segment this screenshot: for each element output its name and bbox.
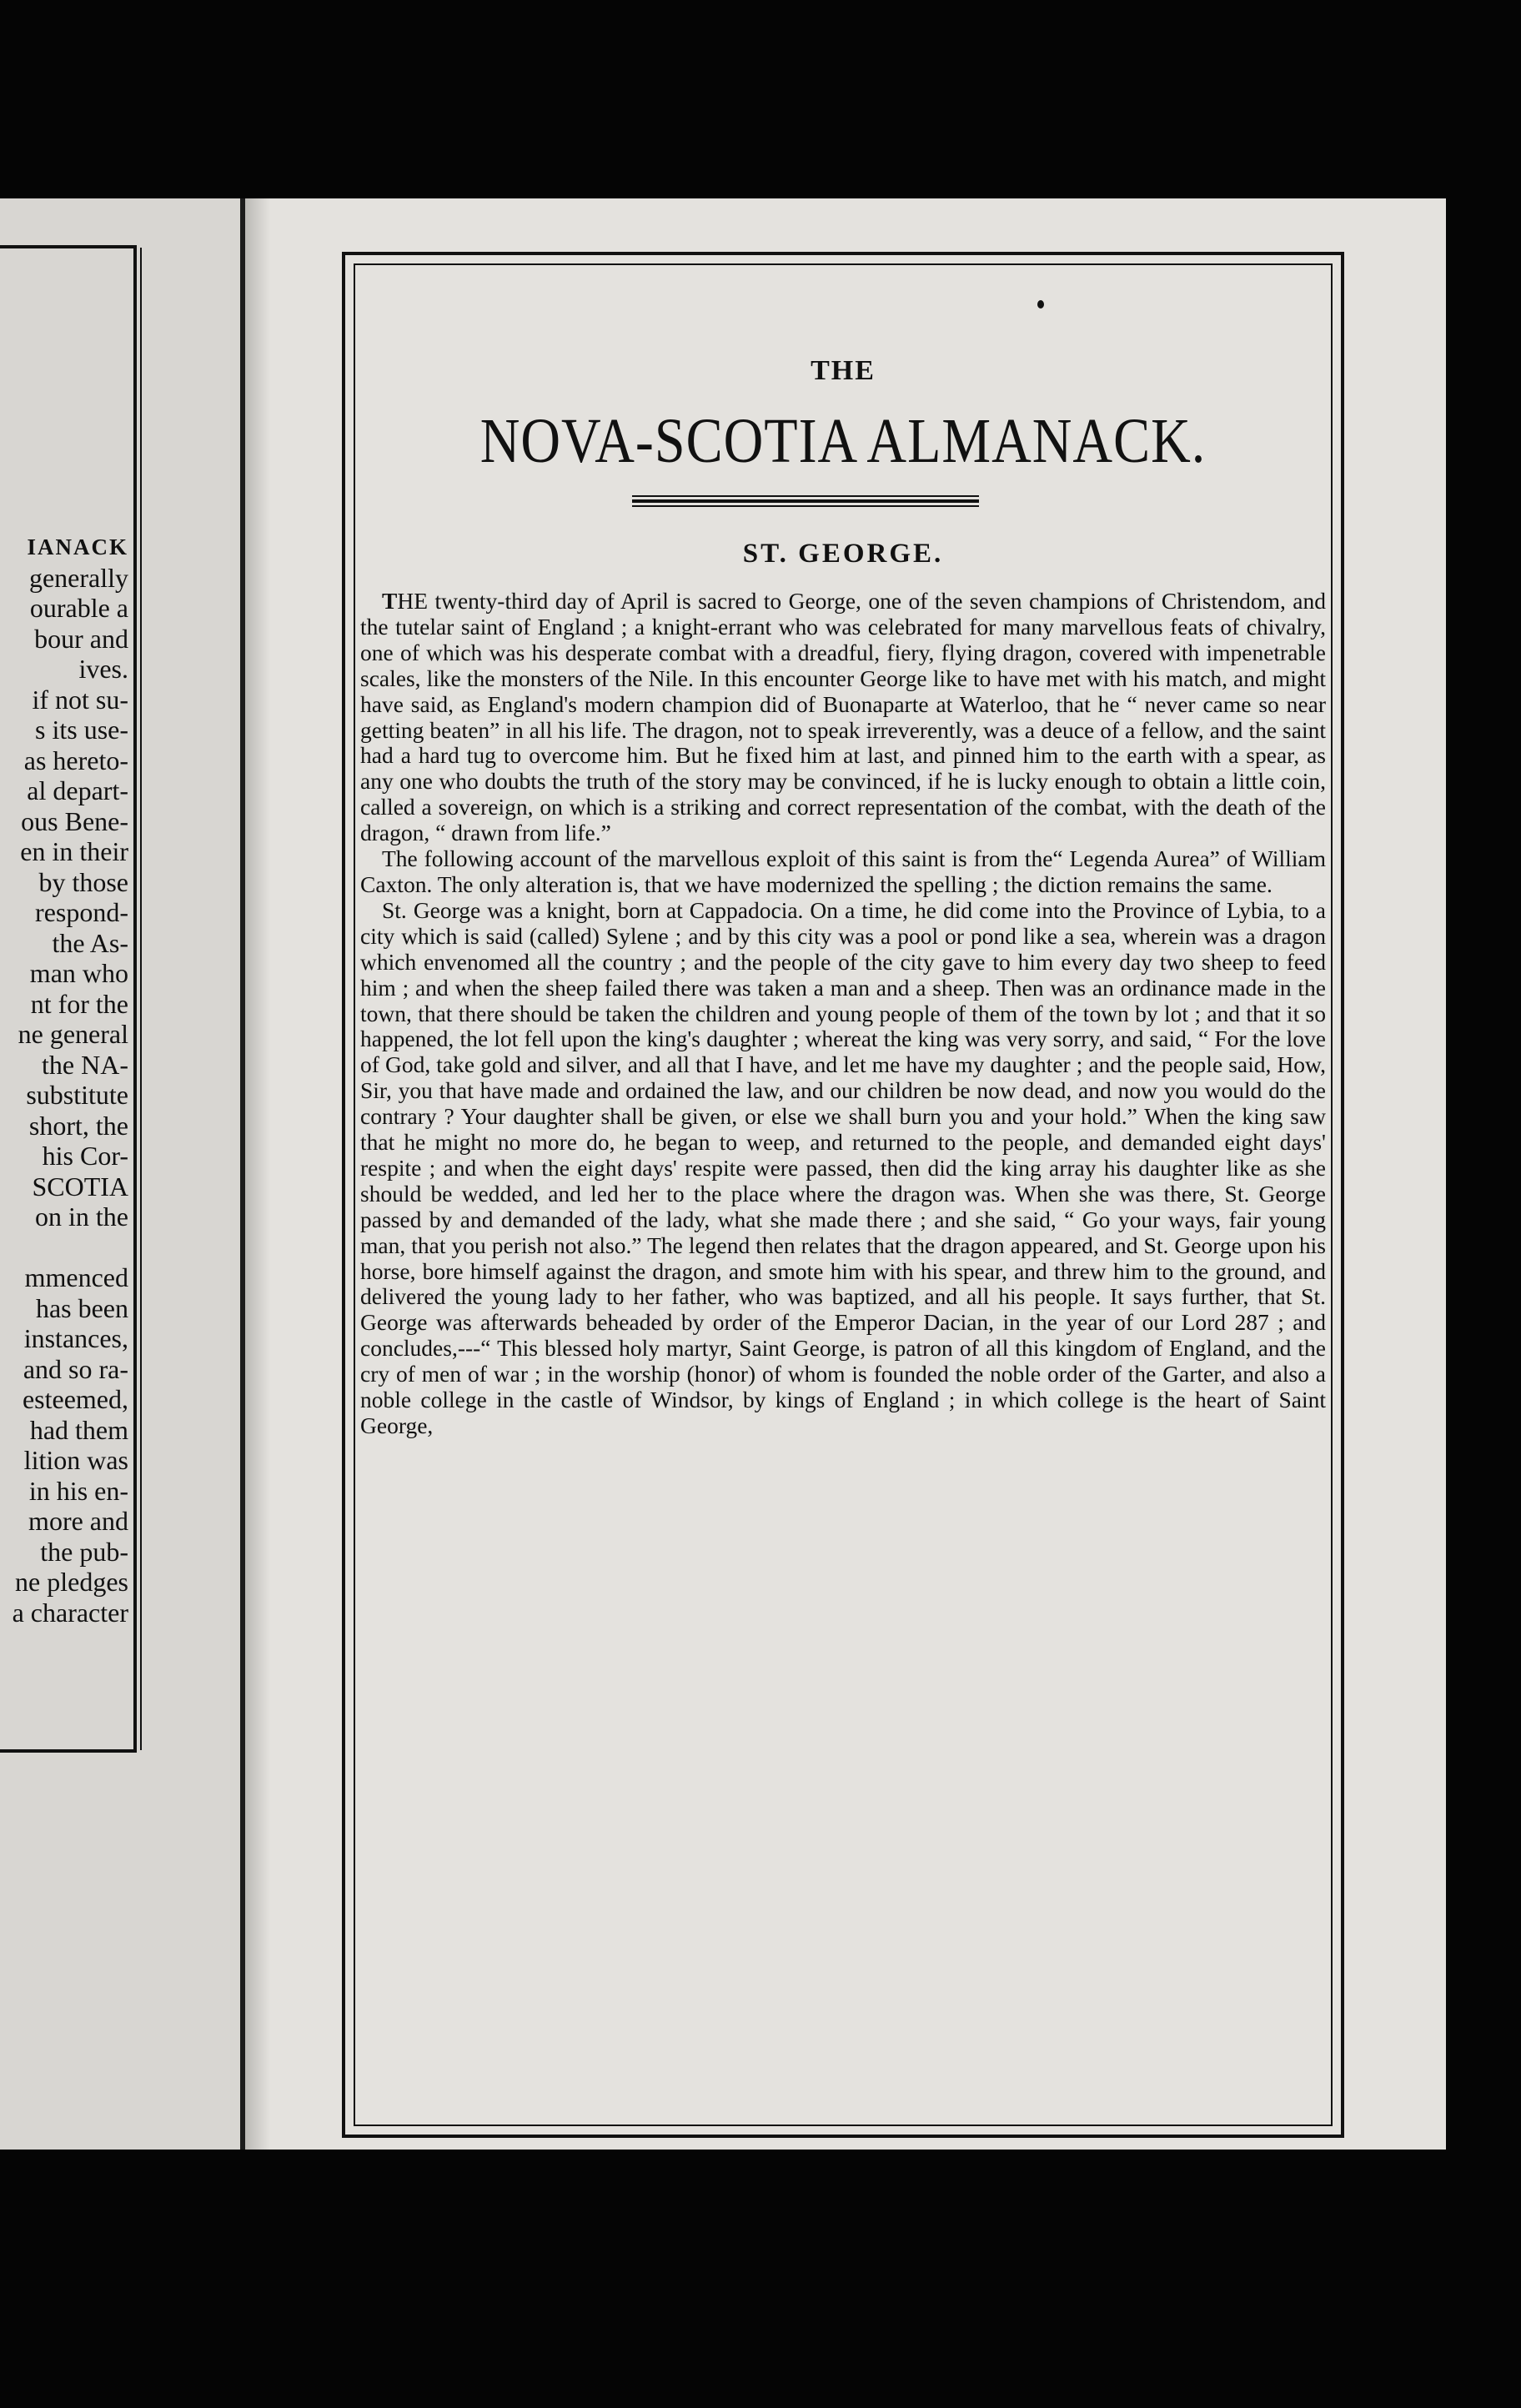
left-page-line: and so ra-: [23, 1353, 128, 1384]
section-heading: ST. GEORGE.: [742, 539, 944, 569]
left-page-line: [0, 1232, 128, 1263]
left-page-line: nt for the: [30, 988, 128, 1019]
left-page-line: short, the: [28, 1110, 128, 1141]
left-page-line: mmenced: [24, 1262, 128, 1292]
left-page-line: had them: [29, 1414, 128, 1445]
left-page-line: has been: [35, 1292, 128, 1323]
left-page-line: on in the: [35, 1201, 128, 1232]
left-page-line: substitute: [26, 1080, 128, 1110]
left-page-line: in his en-: [28, 1475, 128, 1506]
ink-speck: [1037, 300, 1044, 309]
left-page-line: a character: [12, 1597, 128, 1628]
left-page-line: ne general: [18, 1019, 128, 1049]
left-page-line: by those: [38, 866, 128, 897]
left-page-line: ous Bene-: [21, 805, 128, 836]
article-body: [360, 589, 1326, 1439]
left-page-line: ourable a: [29, 593, 128, 623]
left-page-line: s its use-: [35, 715, 128, 745]
left-page-line: generally: [28, 562, 128, 593]
page-content: [360, 272, 1326, 2118]
left-page-line: SCOTIA: [32, 1171, 128, 1201]
left-page-line: the NA-: [42, 1049, 128, 1080]
page-border-outer: [342, 252, 1344, 2138]
left-page-line: his Cor-: [42, 1141, 128, 1171]
left-page-line: if not su-: [32, 684, 128, 715]
left-page-line: man who: [29, 958, 128, 988]
paragraph-1: THE twenty-third day of April is sacred to George, one of the seven champions of Christendom, and the tutelar saint of England ; a knight-errant who was celebrated for many marvellous feats of chivalry, one of which was his desperate combat with a dreadful, fiery, flying dragon, covered with impenetrable scales, like the monsters of the Nile. In this encounter George like to have met with his match, and might have said, as England's modern champion did of Buonaparte at Waterloo, that he “ never came so near getting beaten” in all his life. The dragon, not to speak irreverently, was a deuce of a fellow, and the saint had a hard tug to overcome him. But he fixed him at last, and pinned him to the earth with a spear, as any one who doubts the truth of the story may be convinced, if he is lucky enough to obtain a little coin, called a sovereign, on which is a striking and correct representation of the combat, with the death of the dragon, “ drawn from life.”: [360, 588, 1326, 846]
left-page-line: esteemed,: [22, 1384, 128, 1414]
left-page-line: bour and: [34, 623, 128, 654]
left-page-line: instances,: [23, 1323, 128, 1353]
left-page-line: lition was: [23, 1445, 128, 1475]
page-title: NOVA-SCOTIA ALMANACK.: [479, 406, 1207, 477]
left-page-line: ives.: [78, 654, 128, 684]
left-page-line: the As-: [52, 927, 128, 958]
right-page: [245, 198, 1446, 2150]
left-page-line: IANACK: [27, 534, 128, 559]
title-rule: [632, 495, 979, 507]
left-page-line: en in their: [20, 836, 128, 866]
left-page: [0, 198, 240, 2150]
left-page-line: the pub-: [40, 1536, 128, 1567]
left-page-line: more and: [28, 1506, 128, 1536]
left-page-line: as hereto-: [23, 745, 128, 775]
paragraph-2: The following account of the marvellous exploit of this saint is from the“ Legenda Aurea” of William Caxton. The only alteration is, that we have modernized the spelling ; the diction remains the same.: [360, 845, 1326, 897]
paragraph-3: St. George was a knight, born at Cappadocia. On a time, he did come into the Province of Lybia, to a city which is said (called) Sylene ; and by this city was a pool or pond like a sea, wherein was a dragon which envenomed all the country ; and the people of the city gave to him every day two sheep to feed him ; and when the sheep failed there was taken a man and a sheep. Then was an ordinance made in the town, that there should be taken the children and young people of them of the town by lot ; and that it so happened, the lot fell upon the king's daughter ; whereat the king was very sorry, and said, “ For the love of God, take gold and silver, and all that I have, and let me have my daughter ; and the people said, How, Sir, you that have made and ordained the law, and our children be now dead, and now you would do the contrary ? Your daughter shall be given, or else we shall burn you and your hold.” When the king saw that he might no more do, he began to weep, and returned to the people, and demanded eight days' respite ; and when the eight days' respite were passed, then did the king array his daughter like as she should be wedded, and led her to the place where the dragon was. When she was there, St. George passed by and demanded of the lady, what she made there ; and she said, “ Go your ways, fair young man, that you perish not also.” The legend then relates that the dragon appeared, and St. George upon his horse, bore himself against the dragon, and smote him with his spear, and threw him to the ground, and delivered the young lady to her father, who was baptized, and all his people. It says further, that St. George was afterwards beheaded by order of the Emperor Dacian, in the year of our Lord 287 ; and concludes,---“ This blessed holy martyr, Saint George, is patron of all this kingdom of England, and the cry of men of war ; in the worship (honor) of whom is founded the noble order of the Garter, and also a noble college in the castle of Windsor, by kings of England ; in which college is the heart of Saint George,: [360, 896, 1326, 1438]
left-page-line: al depart-: [27, 775, 128, 805]
left-page-text: [0, 532, 128, 1628]
left-page-line: ne pledges: [15, 1567, 128, 1597]
title-article: THE: [811, 355, 876, 386]
left-page-line: respond-: [35, 897, 128, 927]
